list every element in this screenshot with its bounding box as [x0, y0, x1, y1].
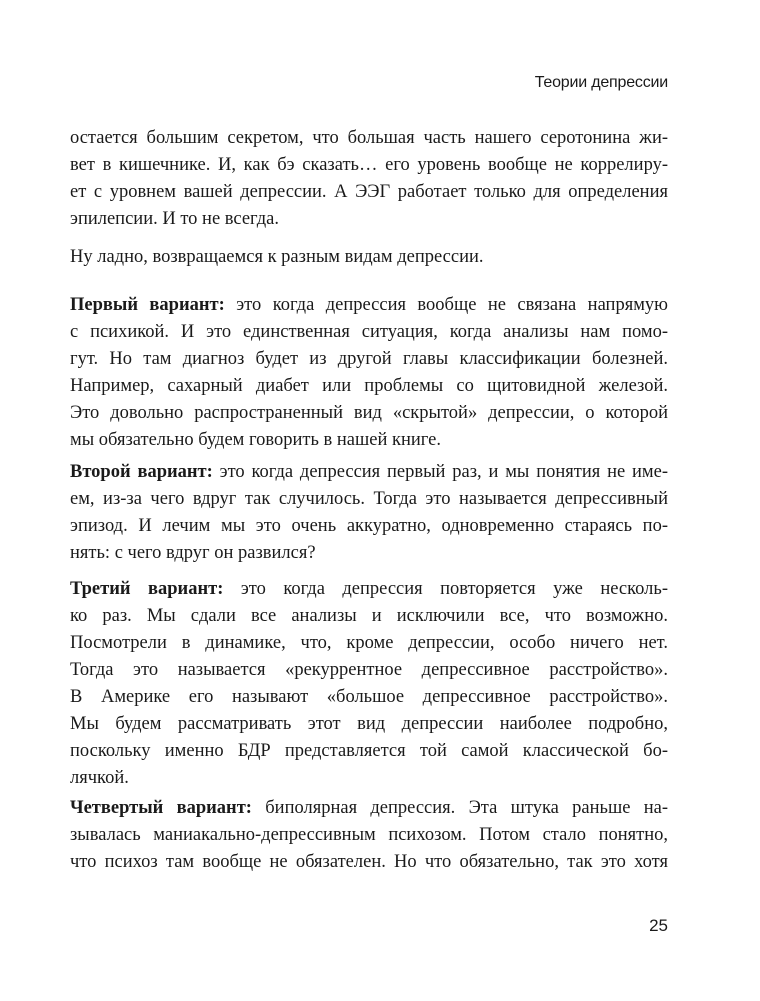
- text-line-lead: [70, 459, 668, 486]
- paragraph-variant-1: [70, 292, 668, 454]
- text-line: ем, из-за чего вдруг так случилось. Тогда это называется депрессивный: [70, 489, 668, 509]
- text-line: Это довольно распространенный вид «скрытой» депрессии, о которой: [70, 403, 668, 423]
- text-line: с психикой. И это единственная ситуация, когда анализы нам помо-: [70, 322, 668, 342]
- paragraph-variant-2: [70, 459, 668, 567]
- text-line: поскольку именно БДР представляется той самой классической бо-: [70, 741, 668, 761]
- text-fragment: это когда депрессия первый раз, и мы понятия не име-: [212, 462, 668, 482]
- text-fragment: это когда депрессия вообще не связана напрямую: [224, 295, 668, 315]
- text-line: вет в кишечнике. И, как бэ сказать… его уровень вообще не коррелиру-: [70, 155, 668, 175]
- text-fragment: это когда депрессия повторяется уже несколь-: [223, 579, 668, 599]
- variant-3-label: Третий вариант:: [70, 579, 224, 599]
- paragraph-transition: [70, 244, 668, 271]
- text-line: мы обязательно будем говорить в нашей книге.: [70, 430, 441, 450]
- text-line: что психоз там вообще не обязателен. Но что обязательно, так это хотя: [70, 852, 668, 872]
- text-line: эпизод. И лечим мы это очень аккуратно, одновременно стараясь по-: [70, 516, 668, 536]
- text-line: Мы будем рассматривать этот вид депрессии наиболее подробно,: [70, 714, 668, 734]
- text-line-lead: [70, 576, 668, 603]
- variant-1-label: Первый вариант:: [70, 295, 225, 315]
- text-line: В Америке его называют «большое депрессивное расстройство».: [70, 687, 668, 707]
- text-line: ет с уровнем вашей депрессии. А ЭЭГ работает только для определения: [70, 182, 668, 202]
- paragraph-variant-3: [70, 576, 668, 792]
- text-line: Например, сахарный диабет или проблемы со щитовидной железой.: [70, 376, 668, 396]
- text-line: Тогда это называется «рекуррентное депрессивное расстройство».: [70, 660, 668, 680]
- text-line-lead: [70, 795, 668, 822]
- paragraph-variant-4: [70, 795, 668, 876]
- text-line: ко раз. Мы сдали все анализы и исключили все, что возможно.: [70, 606, 668, 626]
- text-line: нять: с чего вдруг он развился?: [70, 543, 316, 563]
- text-line: Посмотрели в динамике, что, кроме депрессии, особо ничего нет.: [70, 633, 668, 653]
- text-line: лячкой.: [70, 768, 129, 788]
- running-header: Теории депрессии: [534, 74, 668, 91]
- text-line: гут. Но там диагноз будет из другой главы классификации болезней.: [70, 349, 668, 369]
- variant-2-label: Второй вариант:: [70, 462, 213, 482]
- text-line: остается большим секретом, что большая часть нашего серотонина жи-: [70, 128, 668, 148]
- paragraph-intro: [70, 125, 668, 233]
- text-line: зывалась маниакально-депрессивным психозом. Потом стало понятно,: [70, 825, 668, 845]
- variant-4-label: Четвертый вариант:: [70, 798, 252, 818]
- text-fragment: биполярная депрессия. Эта штука раньше на-: [251, 798, 668, 818]
- page-number: 25: [649, 916, 668, 935]
- text-line-lead: [70, 292, 668, 319]
- text-line: эпилепсии. И то не всегда.: [70, 209, 279, 229]
- text-line: Ну ладно, возвращаемся к разным видам депрессии.: [70, 247, 484, 267]
